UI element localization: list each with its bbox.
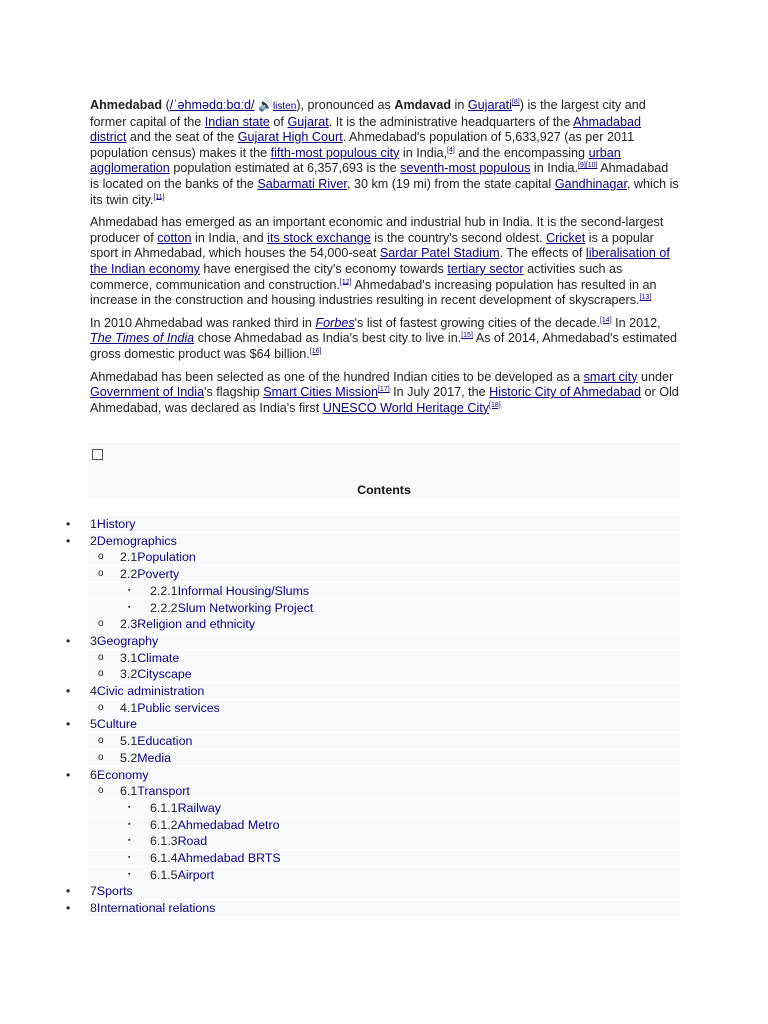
toc-entry-number: 8	[90, 901, 97, 916]
toc-entry-link[interactable]	[120, 616, 255, 632]
text: and the seat of the	[129, 130, 235, 145]
text: population estimated at 6,357,693 is the	[173, 161, 397, 176]
indian-state-link[interactable]: Indian state	[204, 114, 270, 129]
toc-bullet-icon: •	[66, 533, 71, 548]
high-court-link[interactable]: Gujarat High Court	[237, 130, 343, 145]
text: . Ahmedabad's population of 5,633,927 (as per 2011 population census) makes it the	[90, 130, 635, 160]
toc-row	[0, 533, 768, 549]
toc-entry-number: 3.1	[120, 650, 138, 665]
toc-bullet-icon: o	[98, 651, 104, 663]
toc-row	[0, 616, 768, 632]
toc-row-background	[88, 767, 680, 783]
toc-row-background	[88, 516, 680, 532]
toc-entry-number: 3	[90, 633, 97, 648]
toc-bullet-icon: o	[98, 785, 104, 797]
toc-entry-label: Informal Housing/Slums	[177, 583, 310, 598]
text: in India, and	[195, 230, 264, 245]
ref-9-10[interactable]: [9][10]	[578, 162, 598, 170]
text: in India.	[533, 161, 578, 176]
text: in India,	[402, 145, 448, 160]
text: pronounced as	[307, 98, 391, 112]
toc-entry-number: 6.1.3	[150, 834, 178, 849]
toc-bullet-icon: •	[66, 633, 71, 648]
text: under	[641, 369, 674, 384]
toc-title: Contents	[357, 483, 411, 497]
times-of-india-link[interactable]	[90, 331, 194, 345]
liberalisation-link[interactable]: liberalisation of the Indian economy	[90, 246, 670, 276]
toc-toggle-checkbox[interactable]	[92, 449, 103, 460]
text: . The effects of	[499, 246, 583, 261]
toc-row	[0, 800, 768, 816]
text: in	[454, 98, 465, 112]
toc-bullet-icon: o	[98, 618, 104, 630]
toc-bullet-icon: •	[66, 717, 71, 732]
toc-row	[0, 817, 768, 833]
toc-entry-link[interactable]	[90, 716, 137, 732]
toc-entry-link[interactable]	[150, 833, 207, 849]
toc-row	[0, 650, 768, 666]
toc-entry-number: 6.1.2	[150, 817, 178, 832]
toc-entry-number: 6.1.1	[150, 800, 178, 815]
toc-entry-number: 6.1.4	[150, 851, 178, 865]
toi-italic: The Times of India	[90, 331, 195, 346]
toc-row	[0, 783, 768, 799]
toc-row	[0, 683, 768, 699]
text: In 2012,	[615, 315, 661, 330]
toc-bullet-icon: ▪	[128, 870, 131, 878]
toc-entry-label: Civic administration	[96, 684, 205, 698]
toc-entry-label: Population	[137, 550, 196, 565]
toc-bullet-icon: ▪	[128, 603, 131, 611]
toc-entry-label: International relations	[96, 901, 216, 916]
toc-entry-number: 6.1	[120, 784, 138, 799]
toc-bullet-icon: ▪	[128, 854, 131, 861]
toc-row	[0, 549, 768, 565]
toc-entry-link[interactable]	[120, 700, 220, 716]
smart-city-link[interactable]: smart city	[583, 369, 638, 384]
toc-row	[0, 733, 768, 749]
text: Ahmedabad has been selected as one of the hundred Indian cities to be developed as a	[90, 369, 581, 384]
ref-17[interactable]: [17]	[377, 385, 390, 393]
toc-bullet-icon: o	[98, 568, 104, 580]
toc-entry-label: Culture	[96, 717, 137, 732]
toc-row	[0, 867, 768, 883]
toc-entry-link[interactable]	[120, 750, 171, 766]
ref-11[interactable]: [11]	[153, 193, 165, 201]
toc-entry-label: Education	[137, 734, 193, 749]
toc-entry-label: Railway	[177, 800, 221, 815]
paragraph-rankings	[90, 316, 680, 363]
toc-row	[0, 850, 768, 866]
forbes-link[interactable]	[315, 316, 354, 330]
toc-entry-link[interactable]	[90, 533, 177, 549]
toc-row	[0, 600, 768, 616]
toc-bullet-icon: o	[98, 735, 104, 747]
toc-entry-number: 6.1.5	[150, 867, 178, 882]
toc-entry-number: 2	[90, 533, 97, 548]
toc-entry-link[interactable]	[150, 867, 214, 883]
toc-bullet-icon: •	[66, 901, 71, 916]
ref-16[interactable]: [16]	[309, 347, 322, 355]
toc-entry-label: Geography	[96, 633, 159, 648]
toc-row-background	[88, 750, 680, 766]
toc-entry-label: Cityscape	[137, 667, 192, 682]
toc-entry-label: Transport	[137, 784, 190, 799]
toc-row	[0, 767, 768, 783]
text: . It is the administrative headquarters of the	[328, 114, 571, 129]
toc-entry-link[interactable]	[120, 733, 192, 749]
ref-18[interactable]: [18]	[489, 401, 501, 409]
article-title-bold: Ahmedabad	[90, 98, 163, 112]
text: 's list of fastest growing cities of the decade.	[354, 315, 600, 330]
text: have energised the city's economy towards	[203, 261, 444, 276]
toc-row	[0, 583, 768, 599]
paragraph-economy	[90, 215, 680, 309]
text: chose Ahmedabad as India's best city to live in.	[197, 331, 462, 346]
article-body	[90, 98, 680, 423]
toc-row-background	[88, 716, 680, 732]
smart-cities-mission-link[interactable]: Smart Cities Mission	[263, 385, 378, 400]
toc-row	[0, 516, 768, 532]
toc-entry-number: 4.1	[120, 700, 138, 715]
toc-entry-link[interactable]	[120, 650, 179, 666]
paragraph-intro: Ahmedabad (/ˈəhmədɑːbɑːd/ 🔊listen), pronounced as Amdavad in Gujarati[8]) is the largest city and former capital of the Indian state of Gujarat. It is the administrative headquarters of the Ahmadabad district and the seat of the Gujarat High Court. Ahmedabad's population of 5,633,927 (as per 2011 population census) makes it the fifth-most populous city in India,[4] and the encompassing urban agglomeration population estimated at 6,357,693 is the seventh-most populous in India.[9][10] Ahmadabad is located on the banks of the Sabarmati River, 30 km (19 mi) from the state capital Gandhinagar, which is its twin city.[11]	[90, 98, 679, 207]
text: of	[273, 114, 284, 129]
toc-entry-label: Airport	[177, 867, 215, 882]
ref-14[interactable]: [14]	[599, 316, 612, 324]
sabarmati-link[interactable]: Sabarmati River	[257, 176, 347, 191]
toc-bullet-icon: •	[66, 767, 71, 782]
toc-entry-number: 2.2	[120, 567, 138, 582]
toc-entry-link[interactable]	[150, 817, 280, 833]
ref-8[interactable]: [8]	[511, 98, 520, 106]
toc-entry-number: 6	[90, 767, 97, 782]
toc-bullet-icon: o	[98, 751, 104, 763]
toc-bullet-icon: o	[98, 551, 104, 563]
text: Ahmedabad has emerged as an important economic and industrial hub in India. It is the second-largest producer of	[90, 215, 664, 245]
gujarati-link[interactable]: Gujarati	[467, 98, 512, 112]
ahmadabad-district-link[interactable]: Ahmadabad district	[90, 114, 641, 145]
toc-entry-link[interactable]	[120, 783, 190, 799]
toc-row	[0, 833, 768, 849]
toc-row	[0, 666, 768, 682]
toc-entry-link[interactable]	[90, 767, 149, 783]
text: In July 2017, the	[393, 385, 486, 400]
unesco-link[interactable]: UNESCO World Heritage City	[322, 400, 490, 415]
toc-entry-label: Economy	[96, 767, 149, 782]
text: is the country's second oldest.	[374, 230, 543, 245]
toc-bullet-icon: o	[98, 668, 104, 680]
toc-entry-link[interactable]	[90, 683, 204, 699]
toc-row	[0, 633, 768, 649]
toc-entry-link[interactable]	[150, 600, 313, 616]
stock-exchange-link[interactable]: its stock exchange	[267, 230, 371, 245]
ref-12[interactable]: [12]	[339, 278, 352, 286]
amdavad-bold: Amdavad	[394, 98, 452, 112]
toc-bullet-icon: •	[66, 684, 71, 698]
stadium-link[interactable]: Sardar Patel Stadium	[379, 246, 500, 261]
toc-entry-number: 2.2.2	[150, 600, 178, 615]
toc-entry-number: 5	[90, 717, 97, 732]
toc-entry-label: Road	[177, 834, 208, 849]
toc-entry-link[interactable]	[120, 666, 192, 682]
text: , 30 km (19 mi) from the state capital	[346, 176, 552, 191]
toc-bullet-icon: ▪	[128, 803, 131, 811]
toc-entry-link[interactable]	[90, 516, 135, 532]
text: Ahmedabad's increasing population has resulted in an increase in the construction and housing industries resulting in recent development of skyscrapers.	[90, 277, 657, 308]
toc-row	[0, 900, 768, 916]
toc-entry-link[interactable]	[150, 800, 221, 816]
forbes-italic: Forbes	[315, 315, 355, 330]
text: or Old Ahmedabad, was declared as India's first	[90, 385, 679, 415]
toc-row	[0, 883, 768, 899]
toc-bullet-icon: o	[98, 701, 104, 713]
toc-entry-link[interactable]	[150, 583, 309, 599]
toc-row	[0, 700, 768, 716]
toc-entry-label: Religion and ethnicity	[137, 617, 256, 632]
speaker-icon[interactable]: 🔊	[258, 98, 273, 112]
cricket-link[interactable]: Cricket	[546, 230, 586, 245]
fifth-most-populous-link[interactable]: fifth-most populous city	[270, 145, 400, 160]
text: Ahmadabad is located on the banks of the	[90, 161, 669, 191]
text: 's flagship	[204, 385, 260, 400]
ref-15[interactable]: [15]	[461, 332, 473, 340]
toc-entry-label: Climate	[137, 650, 180, 665]
toc-entry-label: Slum Networking Project	[177, 600, 314, 615]
historic-city-link[interactable]: Historic City of Ahmedabad	[489, 385, 641, 400]
ref-13[interactable]: [13]	[639, 293, 652, 301]
toc-entry-link[interactable]	[90, 900, 215, 916]
toc-entry-label: Demographics	[96, 533, 177, 548]
ref-4[interactable]: [4]	[447, 146, 455, 154]
toc-entry-number: 2.1	[120, 550, 138, 565]
toc-row	[0, 716, 768, 732]
toc-bullet-icon: ▪	[128, 837, 131, 845]
toc-bullet-icon: •	[66, 884, 71, 899]
text: In 2010 Ahmedabad was ranked third in	[90, 315, 312, 330]
toc-entry-label: Public services	[137, 700, 220, 715]
tertiary-sector-link[interactable]: tertiary sector	[447, 261, 524, 276]
toc-entry-link[interactable]	[120, 566, 179, 582]
toc-entry-label: Ahmedabad Metro	[177, 817, 280, 832]
toc-entry-link[interactable]	[90, 633, 158, 649]
toc-entry-number: 5.1	[120, 734, 138, 749]
text: is the largest city and former capital of the	[90, 98, 646, 129]
toc-entry-number: 5.2	[120, 750, 138, 765]
toc-entry-label: Sports	[96, 884, 133, 899]
toc-entry-number: 1	[90, 517, 97, 531]
toc-entry-link[interactable]	[120, 549, 196, 565]
seventh-most-populous-link[interactable]: seventh-most populous	[400, 161, 531, 176]
text: activities such as commerce, communication and construction.	[90, 261, 623, 292]
toc-entry-link[interactable]	[150, 850, 281, 866]
toc-entry-number: 7	[90, 884, 97, 899]
text: As of 2014, Ahmedabad's estimated gross domestic product was $64 billion.	[90, 331, 677, 361]
toc-row-background	[88, 633, 680, 649]
toc-row	[0, 750, 768, 766]
cotton-link[interactable]: cotton	[157, 230, 192, 245]
toc-row	[0, 566, 768, 582]
paragraph-smart-city	[90, 370, 680, 417]
listen-link[interactable]: listen	[272, 101, 297, 112]
text: , which is its twin city.	[90, 176, 679, 207]
toc-entry-label: Poverty	[137, 567, 180, 582]
toc-entry-number: 2.2.1	[150, 583, 178, 598]
toc-entry-number: 2.3	[120, 617, 138, 632]
toc-bullet-icon: ▪	[128, 586, 131, 594]
toc-row-background	[88, 533, 680, 549]
toc-entry-number: 4	[90, 684, 97, 698]
ipa-link[interactable]: /ˈəhmədɑːbɑːd/	[169, 98, 255, 112]
urban-agglomeration-link[interactable]: urban agglomeration	[90, 145, 621, 176]
toc-bullet-icon: •	[66, 517, 71, 531]
text: and the encompassing	[458, 145, 586, 160]
text: is a popular sport in Ahmedabad, which houses the 54,000-seat	[90, 230, 654, 261]
toc-entry-number: 3.2	[120, 667, 138, 682]
gandhinagar-link[interactable]: Gandhinagar	[554, 176, 627, 191]
gujarat-link[interactable]: Gujarat	[287, 114, 329, 129]
toc-entry-label: Media	[137, 750, 171, 765]
toc-bullet-icon: ▪	[128, 820, 131, 828]
government-of-india-link[interactable]: Government of India	[90, 385, 205, 400]
toc-entry-label: Ahmedabad BRTS	[177, 851, 281, 865]
toc-entry-link[interactable]	[90, 883, 133, 899]
toc-row-background	[88, 883, 680, 899]
toc-entry-label: History	[96, 517, 136, 531]
